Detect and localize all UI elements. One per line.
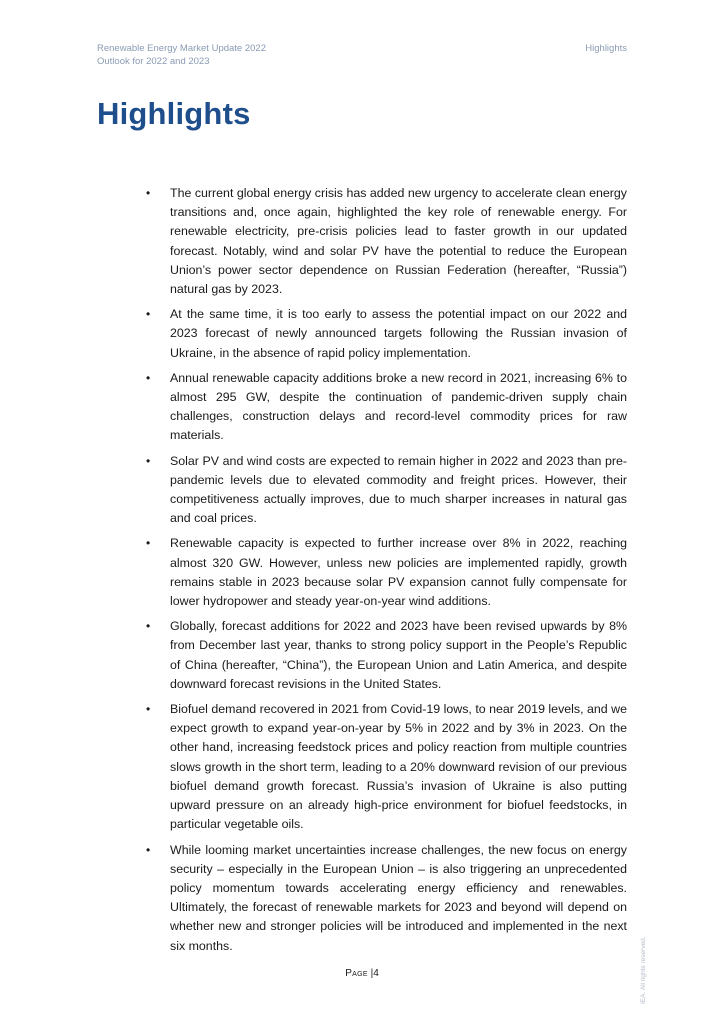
highlight-text: While looming market uncertainties increase challenges, the new focus on energy security – especially in the European Union – is also triggering an unprecedented policy momentum towards accelerating energy efficiency and renewables. Ultimately, the forecast of renewable markets for 2023 and beyond will depend on whether new and stronger policies will be introduced and implemented in the next six months.: [170, 842, 627, 953]
bullet-marker: •: [146, 619, 151, 634]
highlight-text: The current global energy crisis has added new urgency to accelerate clean energy transitions and, once again, highlighted the key role of renewable energy. For renewable electricity, pre-crisis policies lead to faster growth in our updated forecast. Notably, wind and solar PV have the potential to reduce the European Union’s power sector dependence on Russian Federation (hereafter, “Russia”) natural gas by 2023.: [170, 186, 627, 297]
highlight-item: [146, 369, 627, 446]
highlight-item: [146, 305, 627, 363]
highlight-text: Biofuel demand recovered in 2021 from Covid-19 lows, to near 2019 levels, and we expect growth to expand year-on-year by 5% in 2022 and by 3% in 2023. On the other hand, increasing feedstock prices and policy reaction from multiple countries slows growth in the short term, leading to a 20% downward revision of our previous biofuel demand growth forecast. Russia’s invasion of Ukraine is also putting upward pressure on an already high-price environment for biofuel feedstocks, in particular vegetable oils.: [170, 702, 627, 832]
bullet-marker: •: [146, 453, 151, 468]
bullet-marker: •: [146, 307, 151, 322]
running-header-section: Highlights: [585, 43, 627, 54]
highlight-text: Solar PV and wind costs are expected to remain higher in 2022 and 2023 than pre-pandemic levels due to elevated commodity and freight prices. However, their competitiveness actually improves, due to much sharper increases in natural gas and coal prices.: [170, 453, 627, 526]
bullet-marker: •: [146, 186, 151, 200]
bullet-marker: •: [146, 702, 151, 717]
page-label: Page: [345, 968, 368, 979]
highlight-item: [146, 452, 627, 529]
copyright-note: IEA. All rights reserved.: [640, 936, 647, 1004]
highlight-text: At the same time, it is too early to assess the potential impact on our 2022 and 2023 forecast of newly announced targets following the Russian invasion of Ukraine, in the absence of rapid policy implementation.: [170, 307, 627, 360]
highlight-item: [146, 700, 627, 834]
bullet-marker: •: [146, 842, 151, 857]
bullet-marker: •: [146, 536, 151, 551]
page-footer: [0, 968, 724, 979]
highlight-text: Renewable capacity is expected to further increase over 8% in 2022, reaching almost 320 GW. However, unless new policies are implemented rapidly, growth remains stable in 2023 because solar PV expansion cannot fully compensate for lower hydropower and steady year-on-year wind additions.: [170, 536, 627, 609]
highlights-list: [146, 184, 627, 962]
highlight-text: Globally, forecast additions for 2022 and 2023 have been revised upwards by 8% from December last year, thanks to strong policy support in the People’s Republic of China (hereafter, “China”), the European Union and Latin America, and despite downward forecast revisions in the United States.: [170, 619, 627, 691]
page-title: Highlights: [97, 96, 251, 131]
highlight-item: [146, 841, 627, 956]
highlight-item: [146, 617, 627, 694]
report-title: Renewable Energy Market Update 2022: [97, 43, 266, 54]
page-number: 4: [373, 968, 379, 979]
highlight-item: [146, 184, 627, 299]
highlight-text: Annual renewable capacity additions broke a new record in 2021, increasing 6% to almost 295 GW, despite the continuation of pandemic-driven supply chain challenges, construction delays and record-level commodity prices for raw materials.: [170, 370, 627, 443]
bullet-marker: •: [146, 370, 151, 385]
running-header-left: [97, 42, 266, 68]
highlight-item: [146, 534, 627, 611]
page-separator: |: [370, 968, 374, 979]
report-subtitle: Outlook for 2022 and 2023: [97, 56, 210, 67]
